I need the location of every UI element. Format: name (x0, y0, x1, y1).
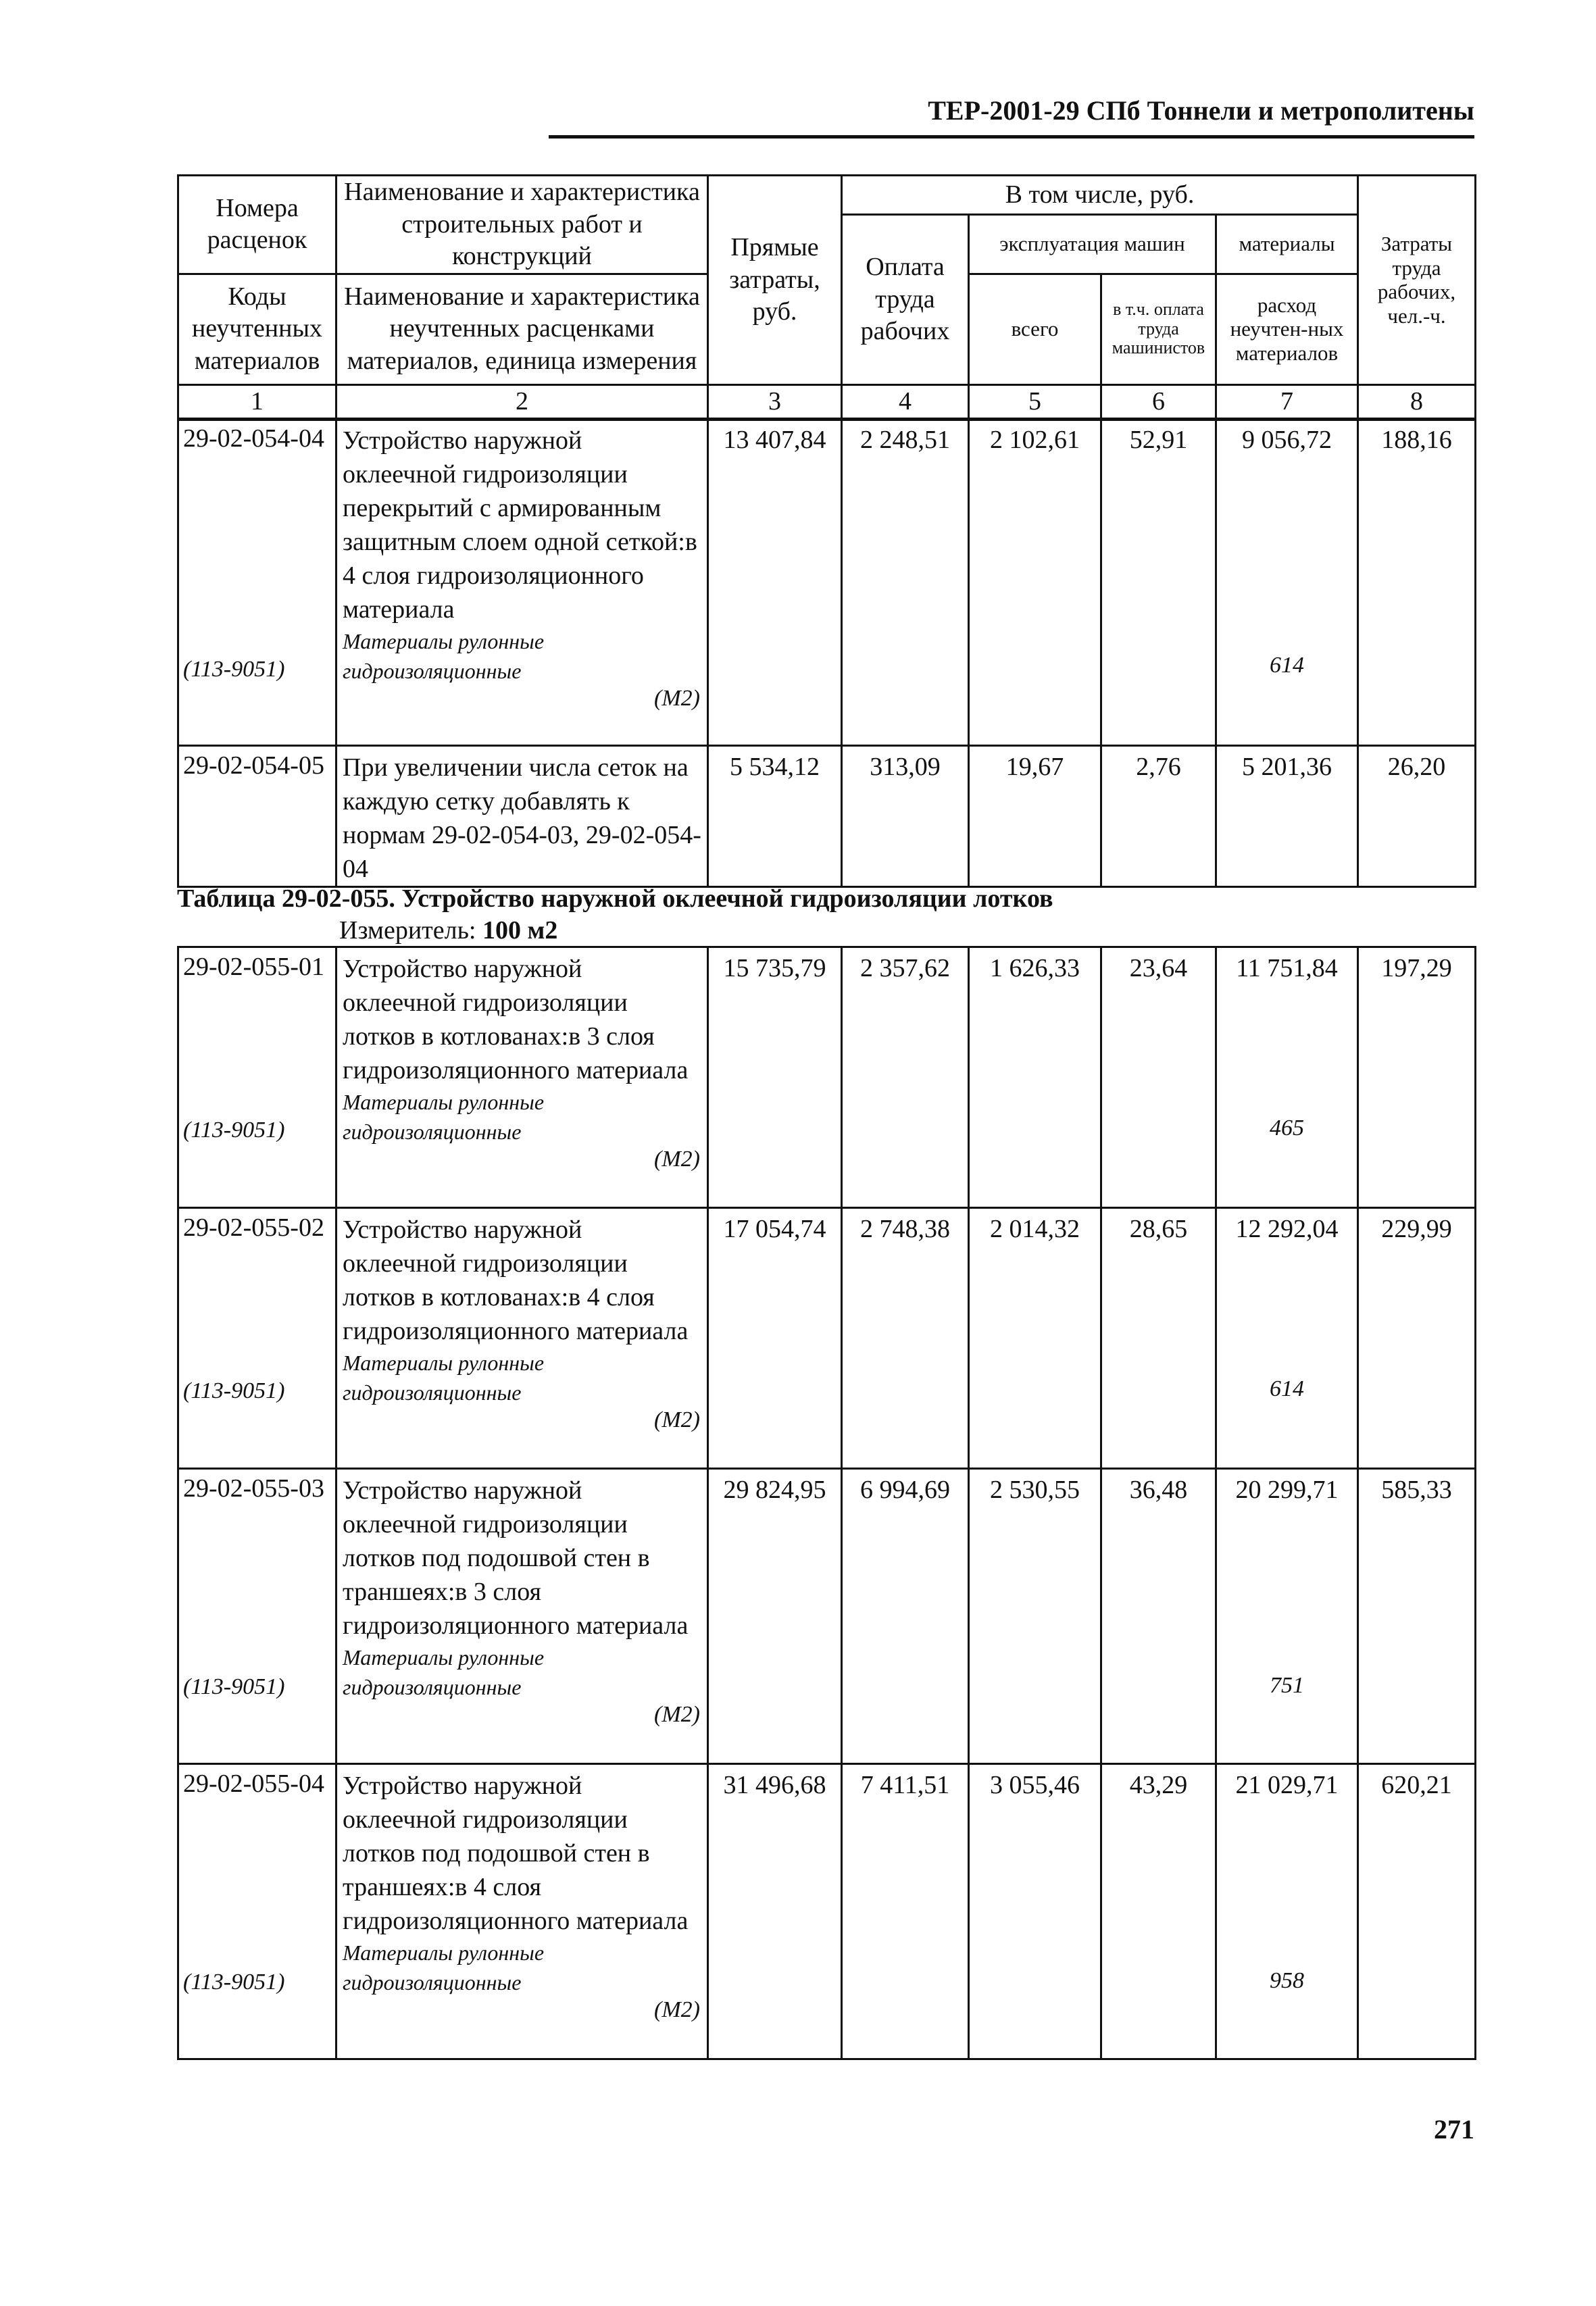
col-number-1: 1 (178, 384, 336, 420)
col-number-4: 4 (842, 384, 969, 420)
labor-hours: 197,29 (1358, 947, 1476, 1208)
col-number-7: 7 (1216, 384, 1358, 420)
material-name: Материалы рулонные гидроизоляционные (343, 629, 545, 683)
material-name: Материалы рулонные гидроизоляционные (343, 1090, 545, 1144)
rate-description: При увеличении числа сеток на каждую сетку добавлять к нормам 29-02-054-03, 29-02-054-04 (343, 753, 701, 883)
rates-table-055 (177, 946, 1476, 2060)
direct-cost: 31 496,68 (708, 1764, 842, 2059)
materials-cost: 12 292,04 (1235, 1215, 1339, 1243)
direct-cost: 29 824,95 (708, 1469, 842, 1764)
page-number: 271 (1434, 2114, 1474, 2145)
material-code: (113-9051) (183, 1674, 285, 1699)
col3-header: Прямые затраты, руб. (708, 176, 842, 385)
table-row (178, 1469, 1476, 1764)
table-row (178, 947, 1476, 1208)
col4-header: Оплата труда рабочих (842, 215, 969, 385)
col-number-3: 3 (708, 384, 842, 420)
materials-cost-cell (1216, 1469, 1358, 1764)
header-rule (549, 135, 1474, 139)
table-row (178, 419, 1476, 746)
table-row (178, 1764, 1476, 2059)
rate-description: Устройство наружной оклеечной гидроизоляции лотков под подошвой стен в траншеях:в 4 слоя гидроизоляционного материала (343, 1772, 689, 1935)
rate-code-cell (178, 1208, 336, 1469)
rate-code: 29-02-055-03 (183, 1474, 324, 1503)
rate-code: 29-02-054-05 (178, 746, 336, 887)
description-cell (336, 1764, 708, 2059)
machines-total: 19,67 (969, 746, 1101, 887)
rate-code-cell (178, 947, 336, 1208)
materials-cost: 9 056,72 (1242, 426, 1332, 454)
material-unit: (М2) (654, 1407, 700, 1432)
col-number-2: 2 (336, 384, 708, 420)
machinists-cost: 28,65 (1101, 1208, 1216, 1469)
machines-total: 2 530,55 (969, 1469, 1101, 1764)
machines-header: эксплуатация машин (969, 215, 1216, 274)
labor-cost: 2 248,51 (842, 419, 969, 746)
material-name: Материалы рулонные гидроизоляционные (343, 1645, 545, 1699)
machinists-cost: 23,64 (1101, 947, 1216, 1208)
rate-code: 29-02-055-04 (183, 1770, 324, 1798)
column-header-table (177, 174, 1476, 421)
labor-cost: 2 748,38 (842, 1208, 969, 1469)
col5-header: всего (969, 274, 1101, 384)
labor-hours: 229,99 (1358, 1208, 1476, 1469)
material-code: (113-9051) (183, 1378, 285, 1403)
material-unit: (М2) (654, 1997, 700, 2022)
material-consumption: 614 (1270, 1376, 1304, 1401)
machines-total: 2 014,32 (969, 1208, 1101, 1469)
labor-cost: 313,09 (842, 746, 969, 887)
material-code: (113-9051) (183, 657, 285, 682)
rates-table-054 (177, 418, 1476, 888)
table-row (178, 746, 1476, 887)
rate-description: Устройство наружной оклеечной гидроизоляции лотков под подошвой стен в траншеях:в 3 слоя гидроизоляционного материала (343, 1476, 689, 1640)
rate-code-cell (178, 419, 336, 746)
machinists-cost: 43,29 (1101, 1764, 1216, 2059)
rate-code: 29-02-055-02 (183, 1213, 324, 1242)
materials-cost: 21 029,71 (1235, 1771, 1339, 1799)
machines-total: 2 102,61 (969, 419, 1101, 746)
materials-cost: 11 751,84 (1236, 954, 1338, 982)
materials-cost: 5 201,36 (1216, 746, 1358, 887)
col6-header: в т.ч. оплата труда машинистов (1101, 274, 1216, 384)
included-header: В том числе, руб. (842, 176, 1358, 215)
col1-header-bottom: Коды неучтенных материалов (178, 274, 336, 384)
description-cell (336, 746, 708, 887)
labor-hours: 26,20 (1358, 746, 1476, 887)
description-cell (336, 1208, 708, 1469)
rate-code: 29-02-055-01 (183, 953, 324, 981)
material-consumption: 751 (1270, 1673, 1304, 1698)
document-header-title: ТЕР-2001-29 СПб Тоннели и метрополитены (928, 95, 1474, 126)
rate-code-cell (178, 1764, 336, 2059)
col-number-5: 5 (969, 384, 1101, 420)
col-number-6: 6 (1101, 384, 1216, 420)
measure-value: 100 м2 (482, 916, 558, 945)
col-number-8: 8 (1358, 384, 1476, 420)
labor-cost: 2 357,62 (842, 947, 969, 1208)
labor-hours: 585,33 (1358, 1469, 1476, 1764)
measure-line (339, 916, 557, 945)
direct-cost: 5 534,12 (708, 746, 842, 887)
materials-cost: 20 299,71 (1235, 1476, 1339, 1504)
rate-description: Устройство наружной оклеечной гидроизоляции лотков в котлованах:в 3 слоя гидроизоляционного материала (343, 955, 689, 1084)
description-cell (336, 1469, 708, 1764)
material-name: Материалы рулонные гидроизоляционные (343, 1351, 545, 1405)
direct-cost: 15 735,79 (708, 947, 842, 1208)
col2-header-top: Наименование и характеристика строительных работ и конструкций (336, 176, 708, 274)
col8-header: Затраты труда рабочих, чел.-ч. (1358, 176, 1476, 385)
material-code: (113-9051) (183, 1970, 285, 1995)
material-unit: (М2) (654, 686, 700, 711)
direct-cost: 17 054,74 (708, 1208, 842, 1469)
rate-description: Устройство наружной оклеечной гидроизоляции лотков в котлованах:в 4 слоя гидроизоляционного материала (343, 1215, 689, 1345)
col7-header: расход неучтен-ных материалов (1216, 274, 1358, 384)
machinists-cost: 52,91 (1101, 419, 1216, 746)
machines-total: 3 055,46 (969, 1764, 1101, 2059)
material-unit: (М2) (654, 1147, 700, 1172)
materials-header: материалы (1216, 215, 1358, 274)
material-code: (113-9051) (183, 1118, 285, 1143)
material-consumption: 958 (1270, 1968, 1304, 1993)
materials-cost-cell (1216, 947, 1358, 1208)
col1-header-top: Номера расценок (178, 176, 336, 274)
rate-code-cell (178, 1469, 336, 1764)
material-name: Материалы рулонные гидроизоляционные (343, 1940, 545, 1995)
description-cell (336, 419, 708, 746)
rate-description: Устройство наружной оклеечной гидроизоляции перекрытий с армированным защитным слоем одной сеткой:в 4 слоя гидроизоляционного материала (343, 426, 697, 624)
labor-cost: 6 994,69 (842, 1469, 969, 1764)
material-unit: (М2) (654, 1702, 700, 1727)
labor-cost: 7 411,51 (842, 1764, 969, 2059)
machinists-cost: 36,48 (1101, 1469, 1216, 1764)
table-row (178, 1208, 1476, 1469)
col2-header-bottom: Наименование и характеристика неучтенных расценками материалов, единица измерения (336, 274, 708, 384)
material-consumption: 614 (1270, 653, 1304, 678)
labor-hours: 188,16 (1358, 419, 1476, 746)
labor-hours: 620,21 (1358, 1764, 1476, 2059)
measure-label: Измеритель: (339, 916, 476, 945)
materials-cost-cell (1216, 419, 1358, 746)
machines-total: 1 626,33 (969, 947, 1101, 1208)
table-caption: Таблица 29-02-055. Устройство наружной оклеечной гидроизоляции лотков (177, 884, 1053, 913)
description-cell (336, 947, 708, 1208)
material-consumption: 465 (1270, 1116, 1304, 1141)
materials-cost-cell (1216, 1208, 1358, 1469)
rate-code: 29-02-054-04 (183, 424, 324, 453)
machinists-cost: 2,76 (1101, 746, 1216, 887)
materials-cost-cell (1216, 1764, 1358, 2059)
direct-cost: 13 407,84 (708, 419, 842, 746)
